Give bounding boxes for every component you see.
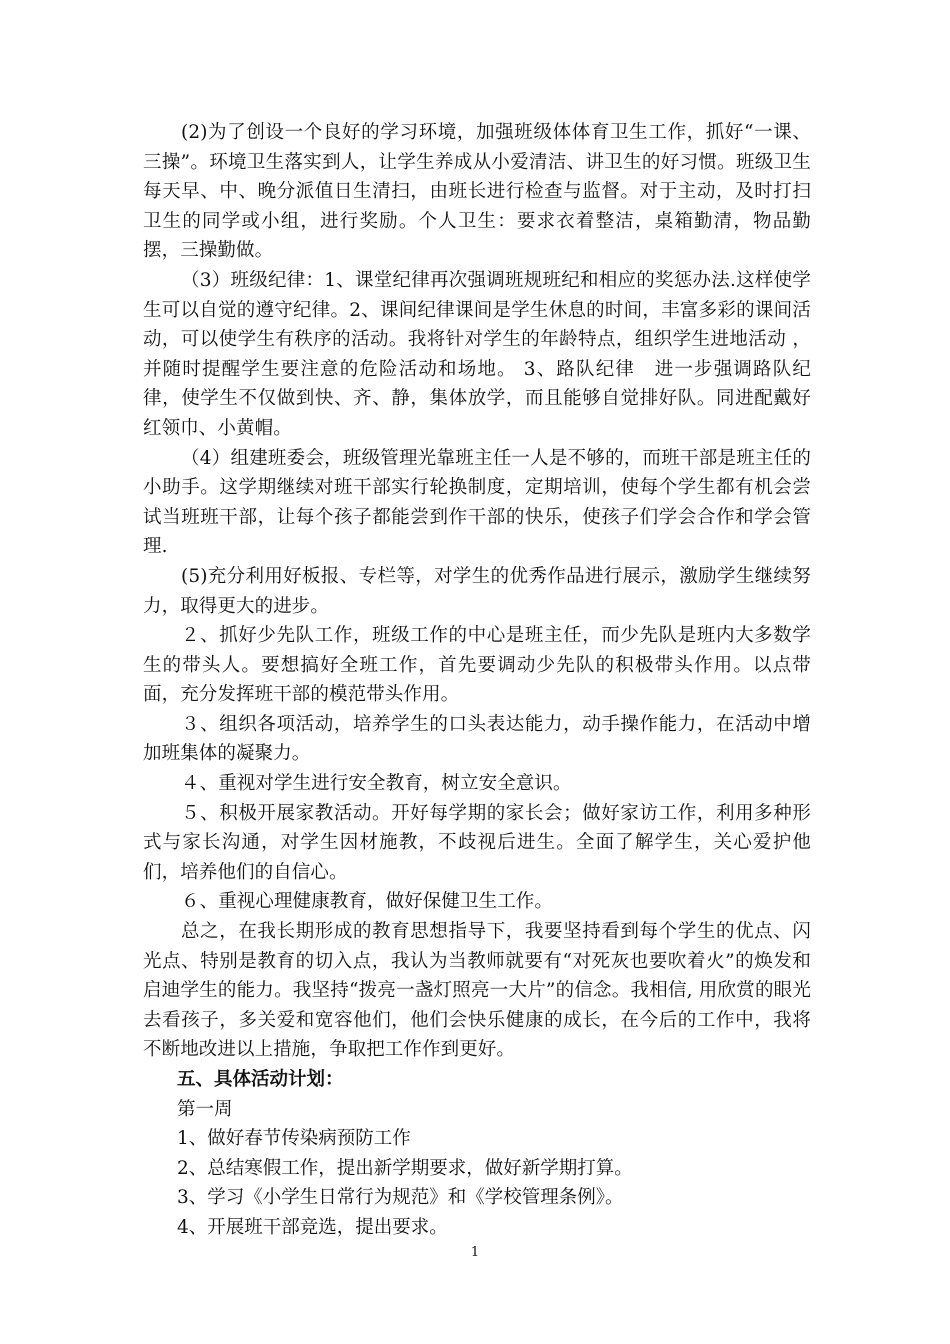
week-item: 4、开展班干部竞选，提出要求。: [177, 1216, 448, 1238]
week-label: 第一周: [177, 1098, 233, 1120]
paragraph-hygiene: (2)为了创设一个良好的学习环境，加强班级体体育卫生工作，抓好“一课、三操”。环境卫生落实到人，让学生养成从小爱清洁、讲卫生的好习惯。班级卫生每天早、中、晚分派值日生清扫，由班长进行检查与监督。对于主动，及时打扫卫生的同学或小组，进行奖励。个人卫生：要求衣着整洁，桌箱勤清，物品勤摆，三操勤做。: [143, 122, 811, 262]
paragraph-blackboard: (5)充分利用好板报、专栏等，对学生的优秀作品进行展示，激励学生继续努力，取得更大的进步。: [143, 565, 811, 617]
paragraph-summary: 总之，在我长期形成的教育思想指导下，我要坚持看到每个学生的优点、闪光点、特别是教育的切入点，我认为当教师就要有“对死灰也要吹着火”的焕发和启迪学生的能力。我坚持“拨亮一盏灯照亮一大片”的信念。我相信, 用欣赏的眼光去看孩子，多关爱和宽容他们，他们会快乐健康的成长，在今后的工作中，我将不断地改进以上措施，争取把工作作到更好。: [143, 921, 811, 1061]
week-item: 3、学习《小学生日常行为规范》和《学校管理条例》。: [177, 1187, 624, 1209]
section-heading: 五、具体活动计划：: [177, 1069, 344, 1090]
week-item: 1、做好春节传染病预防工作: [177, 1128, 411, 1150]
paragraph-safety: ４、重视对学生进行安全教育，树立安全意识。: [181, 773, 572, 795]
week-item: 2、总结寒假工作，提出新学期要求，做好新学期打算。: [177, 1157, 633, 1179]
paragraph-mental-health: ６、重视心理健康教育，做好保健卫生工作。: [181, 891, 554, 913]
page-body: [143, 118, 811, 1243]
paragraph-class-committee: （4）组建班委会，班级管理光靠班主任一人是不够的，而班干部是班主任的小助手。这学期继续对班干部实行轮换制度，定期培训，使每个学生都有机会尝试当班班干部，让每个孩子都能尝到作干部的快乐，使孩子们学会合作和学会管理.: [143, 447, 811, 558]
paragraph-activities: ３、组织各项活动，培养学生的口头表达能力，动手操作能力，在活动中增加班集体的凝聚力。: [143, 713, 811, 765]
paragraph-discipline: （3）班级纪律：1、课堂纪律再次强调班规班纪和相应的奖惩办法.这样使学生可以自觉的遵守纪律。2、课间纪律课间是学生休息的时间，丰富多彩的课间活动，可以使学生有秩序的活动。我将针对学生的年龄特点，组织学生进地活动 ，并随时提醒学生要注意的危险活动和场地。 3、路队纪律 进一步强调路队纪律，使学生不仅做到快、齐、静，集体放学，而且能够自觉排好队。同进配戴好红领巾、小黄帽。: [143, 269, 811, 439]
page-number: 1: [470, 1245, 480, 1260]
paragraph-family-education: ５、积极开展家教活动。开好每学期的家长会；做好家访工作，利用多种形式与家长沟通，对学生因材施教，不歧视后进生。全面了解学生，关心爱护他们，培养他们的自信心。: [143, 802, 811, 883]
paragraph-young-pioneers: ２、抓好少先队工作，班级工作的中心是班主任，而少先队是班内大多数学生的带头人。要想搞好全班工作，首先要调动少先队的积极带头作用。以点带面，充分发挥班干部的模范带头作用。: [143, 625, 811, 706]
